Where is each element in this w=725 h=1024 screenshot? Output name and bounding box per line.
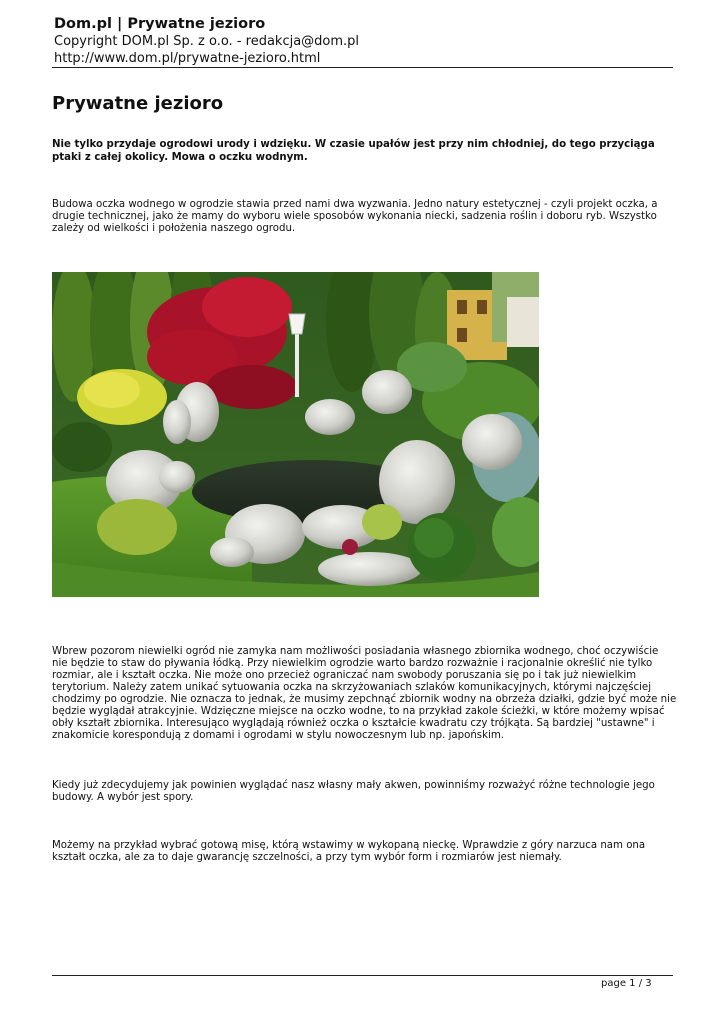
article-paragraph: Możemy na przykład wybrać gotową misę, którą wstawimy w wykopaną nieckę. Wprawdzie z góry narzuca nam ona kształt oczka, ale za to daje gwarancję szczelności, a przy tym wybór form i rozmiarów jest niemały.	[52, 840, 646, 863]
page-number: page 1 / 3	[601, 978, 652, 989]
garden-pond-photo	[52, 272, 539, 597]
article-paragraph: Kiedy już zdecydujemy jak powinien wyglądać nasz własny mały akwen, powinniśmy rozważyć różne technologie jego budowy. A wybór jest spory.	[52, 780, 655, 803]
footer-divider	[52, 975, 673, 976]
article-paragraph: Budowa oczka wodnego w ogrodzie stawia przed nami dwa wyzwania. Jedno natury estetycznej - czyli projekt oczka, a drugie technicznej, jako że mamy do wyboru wiele sposobów wykonania niecki, sadzenia roślin i doboru ryb. Wszystko zależy od wielkości i położenia naszego ogrodu.	[52, 199, 658, 234]
article-paragraph: Wbrew pozorom niewielki ogród nie zamyka nam możliwości posiadania własnego zbiornika wodnego, choć oczywiście nie będzie to staw do pływania łódką. Przy niewielkim ogrodzie warto bardzo rozważnie i racjonalnie określić nie tylko rozmiar, ale i kształt oczka. Nie może ono przecież ograniczać nam swobody poruszania się po i tak już niewielkim terytorium. Należy zatem unikać sytuowania oczka na skrzyżowaniach szlaków komunikacyjnych, którymi najczęściej chodzimy po ogrodzie. Nie oznacza to jednak, że musimy zepchnąć zbiornik wodny na obrzeża działki, gdzie być może nie będzie wyglądał atrakcyjnie. Wdzięczne miejsce na oczko wodne, to na przykład zakole ścieżki, w które możemy wpisać obły kształt zbiornika. Interesująco wyglądają również oczka o kształcie kwadratu czy trójkąta. Są bardziej "ustawne" i znakomicie korespondują z domami i ogrodami w stylu nowoczesnym lub np. japońskim.	[52, 646, 677, 741]
site-title: Dom.pl | Prywatne jezioro	[54, 16, 266, 32]
page-url[interactable]: http://www.dom.pl/prywatne-jezioro.html	[54, 51, 321, 66]
copyright-line: Copyright DOM.pl Sp. z o.o. - redakcja@dom.pl	[54, 34, 360, 49]
page-header	[54, 15, 674, 67]
article-title: Prywatne jezioro	[52, 93, 224, 114]
header-divider	[52, 67, 673, 68]
article-lead: Nie tylko przydaje ogrodowi urody i wdzięku. W czasie upałów jest przy nim chłodniej, do tego przyciąga ptaki z całej okolicy. Mowa o oczku wodnym.	[52, 139, 655, 163]
